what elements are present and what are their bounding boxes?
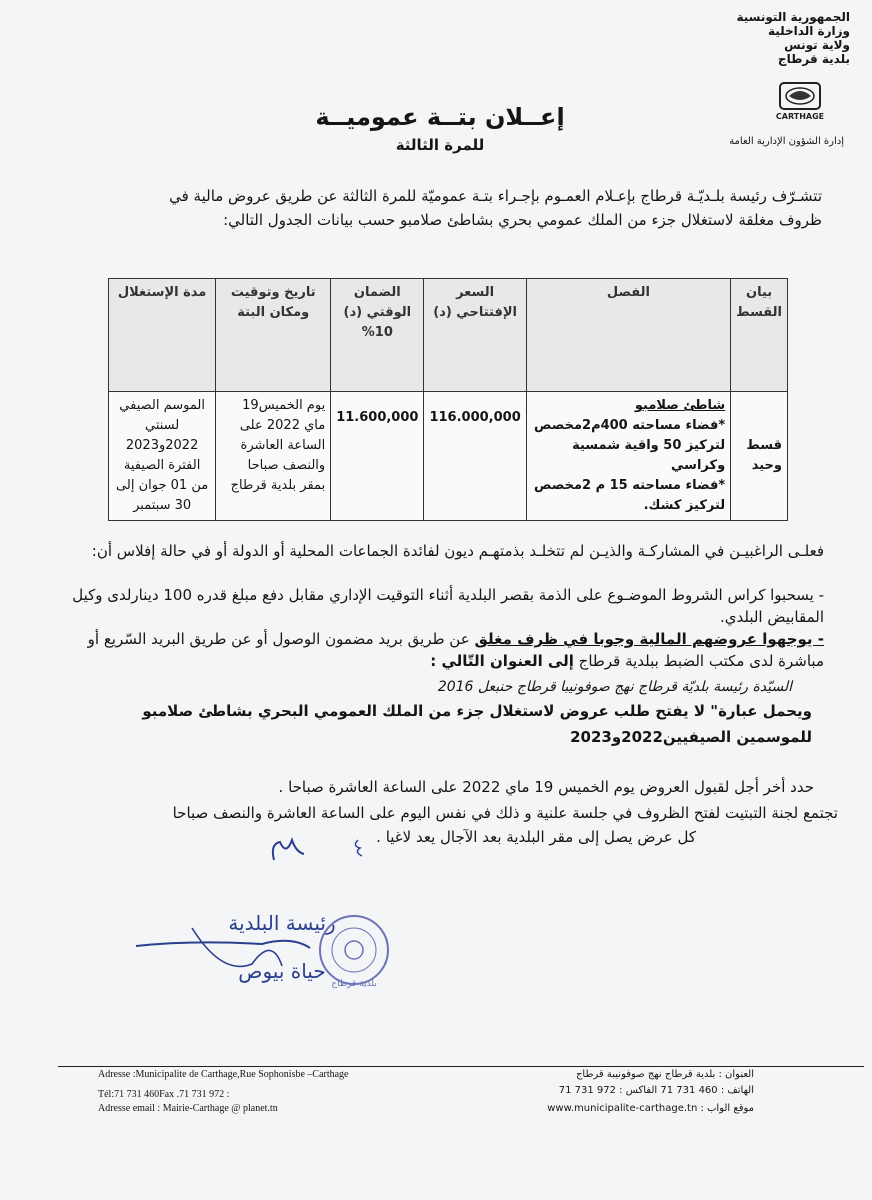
intro-paragraph: تتشـرّف رئيسة بلـديّـة قرطاج بإعـلام العمـوم بإجـراء بتـة عموميّة للمرة الثالثة عن طريق عروض مالية في ظروف مغلقة لاستغلال جزء من الملك عمومي بحري بشاطئ صلامبو حسب بيانات الجدول التالي: [169,187,822,229]
footer-address-ar: العنوان : بلدية قرطاج نهج صوفونيبة قرطاج [575,1069,754,1080]
item-cell [526,392,730,521]
footer-phone-ar: الهاتف : 460 731 71 الفاكس : 972 731 71 [558,1085,754,1096]
eligibility-paragraph: فعلـى الراغبيـن في المشاركـة والذيـن لم تتخلـد بذمتهـم ديون لفائدة الجماعات المحلية أو الدولة أو في حالة إفلاس أن: [91,542,824,560]
lot-table [108,278,788,521]
table-header-cell: مدة الإستغلال [109,279,216,392]
signature-role: رئيسة البلدية [228,911,336,935]
guarantee-cell: 11.600,000 [331,392,424,521]
handwritten-initials [262,832,412,866]
table-header-cell: السعر الإفتتاحي (د) [424,279,526,392]
table-header-cell: تاريخ وتوقيت ومكان البتة [216,279,331,392]
date-cell: يوم الخميس19 ماي 2022 على الساعة العاشرة والنصف صباحا بمقر بلدية قرطاج [216,392,331,521]
footer-website-link[interactable]: موقع الواب : www.municipalite-carthage.tn [547,1103,754,1114]
footer-email-fr: Adresse email : Mairie-Carthage @ planet.tn [98,1103,278,1114]
issuer-line-2: وزارة الداخلية [767,24,850,38]
stamp-text: بلدية قرطاج [331,979,377,989]
table-header-row [109,279,788,392]
signature-block [132,906,392,990]
footer-divider [58,1066,864,1067]
table-row [109,392,788,521]
committee-text: تجتمع لجنة التبتيت لفتح الظروف في جلسة علنية و ذلك في نفس اليوم على الساعة العاشرة والنصف صباحا [172,804,838,822]
price-cell: 116.000,000 [424,392,526,521]
footer-phone-fr: Tél:71 731 460Fax .71 731 972 : [98,1089,230,1100]
issuer-block [590,10,850,66]
deadline-text: حدد أخر أجل لقبول العروض يوم الخميس 19 ماي 2022 على الساعة العاشرة صباحا . [278,778,814,796]
issuer-line-4: بلدية قرطاج [777,52,850,66]
issuer-line-3: ولاية تونس [784,38,850,52]
submission-text: عن طريق بريد مضمون الوصول أو عن طريق البريد السّريع أو مباشرة لدى مكتب الضبط ببلدية قرطاج [87,630,824,670]
footer-address-fr: Adresse :Municipalite de Carthage,Rue Sophonisbe –Carthage [98,1069,349,1080]
envelope-subject: ويحمل عبارة" لا يفتح طلب عروض لاستغلال جزء من الملك العمومي البحري بشاطئ صلامبو للموسمين الصيفيين2022و2023 [142,702,812,746]
department-label: إدارة الشؤون الإدارية العامة [729,136,844,147]
submission-emphasis: - يوجهوا عروضهم المالية وجوبا في ظرف مغلق [474,630,824,648]
table-header-cell: بيان القسط [731,279,788,392]
municipality-logo [770,80,830,120]
duration-cell: الموسم الصيفي لسنتي 2022و2023 الفترة الصيفية من 01 جوان إلى 30 سبتمبر [109,392,216,521]
late-offers-text: كل عرض يصل إلى مقر البلدية بعد الآجال يعد لاغيا . [376,828,696,846]
lot-cell: قسط وحيد [731,392,788,521]
page-subtitle: للمرة الثالثة [395,136,485,154]
mailing-address: السيّدة رئيسة بلديّة قرطاج نهج صوفونيبا قرطاج حنبعل 2016 [437,679,792,695]
address-intro: إلى العنوان التّالي : [430,652,574,670]
page-title: إعــلان بتــة عموميــة [315,103,565,131]
item-line-1: *فضاء مساحته 400م2مخصص لتركيز 50 واقية شمسية وكراسي [534,418,726,473]
item-line-2: *فضاء مساحته 15 م 2مخصص لتركيز كشك. [534,478,726,513]
table-header-cell: الفصل [526,279,730,392]
footer-left [98,1068,349,1116]
svg-text:CARTHAGE: CARTHAGE [775,112,825,121]
table-header-cell: الضمان الوقتي (د) 10% [331,279,424,392]
conditions-item-2 [44,628,824,672]
signature-name: حياة بيوص [238,959,326,983]
conditions-item-1: - يسحبوا كراس الشروط الموضـوع على الذمة بقصر البلدية أثناء التوقيت الإداري مقابل دفع مبلغ قدره 100 دينارلدى وكيل المقابيض البلدي. [72,586,824,626]
issuer-line-1: الجمهورية التونسية [736,10,850,24]
footer-right [547,1068,754,1116]
item-title: شاطئ صلامبو [634,398,726,413]
announcement-title [260,100,620,156]
